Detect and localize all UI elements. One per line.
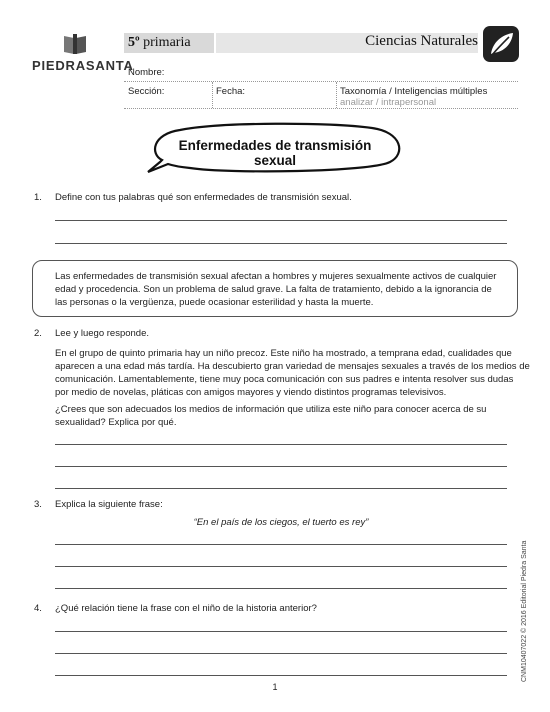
answer-line[interactable] [55, 675, 507, 676]
copyright-note: CNM10407022 © 2016 Editorial Piedra Santa [521, 540, 528, 682]
taxonomy-value: analizar / intrapersonal [340, 97, 437, 108]
story-line: aparecen a una edad más tardía. Ha descubierto gran variedad de mensajes sexuales a través de los medios de [55, 361, 530, 372]
question-number: 1. [34, 192, 42, 203]
story-line: por medio de novelas, pláticas con amigos mayores y viendo distintos programas televisivos. [55, 387, 447, 398]
page-title: Enfermedades de transmisión sexual [178, 138, 372, 168]
field-divider [336, 82, 337, 108]
name-line[interactable] [124, 81, 518, 82]
date-label: Fecha: [216, 86, 246, 97]
answer-line[interactable] [55, 544, 507, 545]
question-text: ¿Qué relación tiene la frase con el niño de la historia anterior? [55, 603, 317, 614]
answer-line[interactable] [55, 220, 507, 221]
answer-line[interactable] [55, 488, 507, 489]
question-text: Define con tus palabras qué son enfermedades de transmisión sexual. [55, 192, 352, 203]
brand-logo: PIEDRASANTA [32, 58, 134, 73]
question-text: Lee y luego responde. [55, 328, 150, 339]
info-text-line: las personas o la vergüenza, puede ocasionar esterilidad y hasta la muerte. [55, 297, 374, 308]
question-text: Explica la siguiente frase: [55, 499, 163, 510]
leaf-icon [483, 26, 519, 62]
field-divider [212, 82, 213, 108]
section-label: Sección: [128, 86, 165, 97]
section-line[interactable] [124, 108, 518, 109]
subject-title: Ciencias Naturales [365, 33, 478, 49]
book-logo-icon [62, 33, 88, 55]
answer-line[interactable] [55, 243, 507, 244]
info-text-line: Las enfermedades de transmisión sexual afectan a hombres y mujeres sexualmente activos de cualquier [55, 271, 497, 282]
story-line: comunicación. Lamentablemente, tiene muy poca comunicación con sus padres e intenta resolver sus dudas [55, 374, 514, 385]
page-number: 1 [272, 682, 278, 692]
name-label: Nombre: [128, 67, 165, 78]
answer-line[interactable] [55, 566, 507, 567]
answer-line[interactable] [55, 653, 507, 654]
quote-text: “En el país de los ciegos, el tuerto es rey” [193, 517, 369, 528]
story-question-line: ¿Crees que son adecuados los medios de información que utiliza este niño para conocer acerca de su [55, 404, 487, 415]
question-number: 3. [34, 499, 42, 510]
story-question-line: sexualidad? Explica por qué. [55, 417, 177, 428]
story-line: En el grupo de quinto primaria hay un niño precoz. Este niño ha mostrado, a temprana edad, cualidades que [55, 348, 512, 359]
answer-line[interactable] [55, 588, 507, 589]
answer-line[interactable] [55, 466, 507, 467]
info-text-line: edad y procedencia. Son un problema de salud grave. La falta de tratamiento, debido a la ignorancia de [55, 284, 492, 295]
grade-label: 5º primaria [128, 35, 191, 50]
taxonomy-label: Taxonomía / Inteligencias múltiples [340, 86, 488, 97]
question-number: 4. [34, 603, 42, 614]
answer-line[interactable] [55, 631, 507, 632]
question-number: 2. [34, 328, 42, 339]
answer-line[interactable] [55, 444, 507, 445]
